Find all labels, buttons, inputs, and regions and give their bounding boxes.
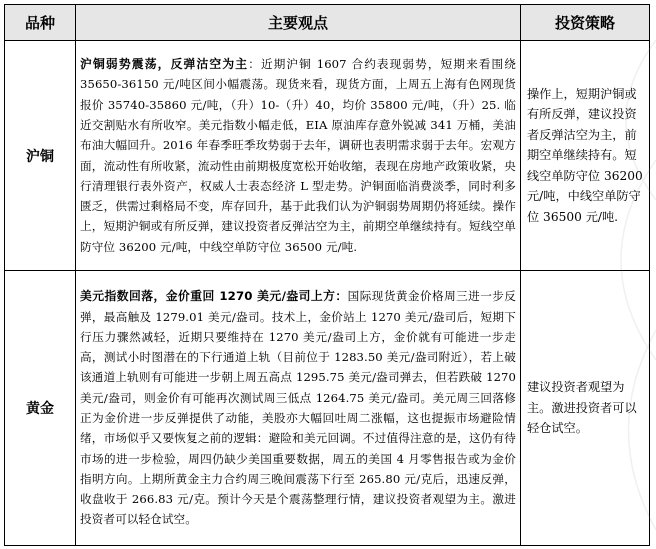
strategy-cell: 建议投资者观望为主。激进投资者可以轻仓试空。 — [521, 271, 650, 546]
view-highlight: 美元指数回落，金价重回 1270 美元/盎司上方： — [80, 289, 348, 304]
variety-cell: 沪铜 — [5, 41, 76, 271]
views-cell — [76, 271, 521, 546]
table-row-copper — [5, 41, 650, 271]
table-row-gold — [5, 271, 650, 546]
views-cell — [76, 41, 521, 271]
header-row — [5, 5, 650, 41]
view-highlight: 沪铜弱势震荡，反弹沽空为主 — [80, 57, 249, 72]
header-strategy: 投资策略 — [521, 5, 650, 41]
header-variety: 品种 — [5, 5, 76, 41]
research-table — [4, 4, 650, 546]
view-body: ：近期沪铜 1607 合约表现弱势，短期来看围绕 35650-36150 元/吨区间小幅震荡。现货来看，现货方面，上周五上海有色网现货报价 35740-35860 元/吨，（升）10-（升）40，均价 35800 元/吨，（升）25. 临近交割贴水有所收窄。美元指数小幅走低，EIA 原油库存意外锐减 341 万桶，美油布油大幅回升。2016 年春季旺季玫势弱于去年，调研也表明需求弱于去年。宏观方面，流动性有所收紧，流动性由前期极度宽松开始收缩，表现在房地产政策收紧，央行清理银行表外资产，权威人士表态经济 L 型走势。沪铜面临消费淡季，同时利多匮乏，供需过剩格局不变，库存回升，基于此我们认为沪铜弱势周期仍将延续。操作上，短期沪铜或有所反弹，建议投资者反弹沽空为主，前期空单继续持有。短线空单防守位 36200 元/吨，中线空单防守位 36500 元/吨. — [80, 57, 516, 254]
strategy-cell: 操作上，短期沪铜或有所反弹，建议投资者反弹沽空为主，前期空单继续持有。短线空单防守位 36200 元/吨，中线空单防守位 36500 元/吨. — [521, 41, 650, 271]
variety-cell: 黄金 — [5, 271, 76, 546]
header-views: 主要观点 — [76, 5, 521, 41]
view-body: 国际现货黄金价格周三进一步反弹，最高触及 1279.01 美元/盎司。技术上，金价站上 1270 美元/盎司后，短期下行压力骤然减轻，近期只要维持在 1270 美元/盎司上方，金价就有可能进一步走高，测试小时图潜在的下行通道上轨（目前位于 1283.50 美元/盎司附近），若上破该通道上轨则有可能进一步朝上周五高点 1295.75 美元/盎司弹去，但若跌破 1270 美元/盎司，则金价有可能再次测试周三低点 1264.75 美元/盎司。美元周三回落修正为金价进一步反弹提供了动能，美股亦大幅回吐周二涨幅，这也提振市场避险情绪，市场似乎又要恢复之前的逻辑：避险和美元回调。不过值得注意的是，这仍有待市场的进一步检验，周四仍缺少美国重要数据，周五的美国 4 月零售报告或为金价指明方向。上期所黄金主力合约周三晚间震荡下行至 265.80 元/克后，迅速反弹，收盘收于 266.83 元/克。预计今天是个震荡整理行情，建议投资者观望为主。激进投资者可以轻仓试空。 — [80, 289, 517, 527]
